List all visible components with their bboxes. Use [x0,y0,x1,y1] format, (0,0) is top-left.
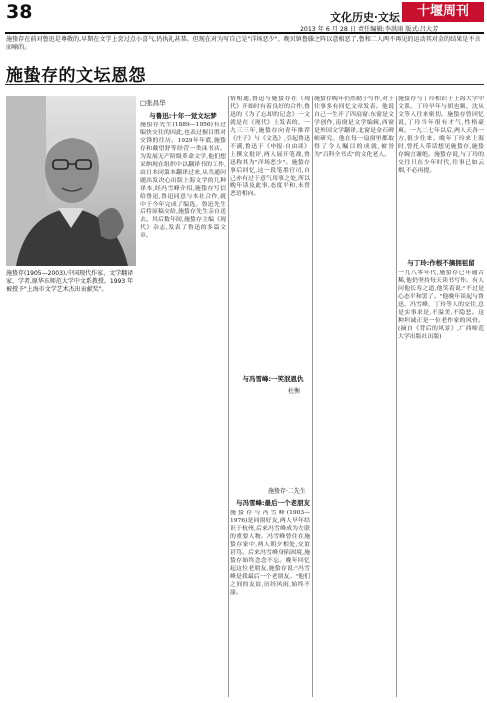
body-column-6: 一九八零年代,施蛰存已年逾古稀,他仍坚持每天读书写作。有人问他长寿之道,他笑着说:"不过是心态平和罢了。"他晚年谈起与鲁迅、冯雪峰、丁玲等人的交往,总是实事求是,不溢美,不隐恶。这种坦诚正是一位老作家的风骨。(摘自《背后的风景》,广西师范大学出版社出版) [398,270,484,340]
body-column-3: 施蛰存与冯雪峰(1903—1976)是同窗好友,两人早年结识于杭州,后来冯雪峰成为左联的重要人物。冯雪峰曾住在施蛰存家中,两人朝夕相处,交谊甚笃。后来冯雪峰身陷困境,施蛰存始终念念不忘。晚年回忆起这位老朋友,施蛰存说:"冯雪峰是我最后一个老朋友。"他们之间的友谊,历经风雨,始终不渝。 [230,510,310,596]
article-headline: 施蛰存的文坛恩怨 [6,66,146,86]
section-badge: 十堰周刊 [402,2,484,22]
portrait-illustration [6,96,136,266]
photo-caption: 施蛰存(1905—2003),中国现代作家、文学翻译家、学者,原华东师范大学中文系教授。1993 年被授予"上海市文学艺术杰出贡献奖"。 [6,270,134,293]
article-lead: 施蛰存在前对鲁迅是尊敬的,早期在文学上尝过点小喜气,仍执礼甚恭。但现在对为写自己是"洋场恶少"。晚贝镇鲁滕之阵以意相恶了,鲁和二人两不再见的运动其对金的结果是不言而喻的。 [6,36,481,51]
body-column-4: 施蛰存晚年仍然勤于写作,对于往事多有回忆文章发表。他说自己一生开了四扇窗:东窗是文学创作,南窗是文学编辑,西窗是外国文学翻译,北窗是金石碑帖研究。他在每一扇窗里都取得了令人瞩目的成就,被誉为"百科全书式"的文化老人。 [314,96,394,158]
subheading-lu-xun: 与鲁迅:十年一觉文坛梦 [149,112,217,120]
column-divider [228,96,229,697]
subheading-feng-xuefeng-2: 与冯雪峰:最后一个老朋友 [235,499,311,507]
section-title: 文化历史·文坛 [330,11,400,24]
author-portrait-photo [6,96,136,266]
headline-rule [5,84,484,85]
body-column-1: 施蛰存先生(1889—1956)有过编快交往的因此,也表过握目胜对交锋的往历。1929年年底,施蛰存和戴望舒等经营一类沫书店。为发展无产阶级革命文学,他们想采纳现在组织中以翻译书的工作,由日本同第本翻译过来,从共通问题出发决心出版上海文学的几种译本,经冯雪峰介绍,施蛰存写信给鲁迅,鲁迅同意与本社合作,就中于今年完成了编选。鲁迅先生后将原稿交给,施蛰存先生亲自送去。其后数年间,施蛰存主编《现代》杂志,发表了鲁迅的多篇文章。 [140,122,226,240]
column-divider [396,96,397,697]
header-rule [5,32,484,34]
article-author: □张昌华 [140,99,166,107]
column-divider [312,96,313,697]
body-column-5: 施蛰存与丁玲相识于上海大学中文系。丁玲早年与胡也频、沈从文等人往来密切。施蛰存曾回忆说,丁玲当年很有才气,性格豪爽。一九二七年以后,两人天各一方,很少往来。晚年丁玲来上海时,曾托人带话想见施蛰存,施蛰存婉言谢绝。施蛰存说,与丁玲的交往只在少年时代,往事已如云烟,不必再提。 [398,96,484,174]
dateline: 2013 年 6 月 28 日 责任编辑:李洪雨 版式:吕大芳 [300,26,439,33]
signature-1: 杜衡 [288,388,301,395]
subheading-ding-ling: 与丁玲:作根不摘拥祖留 [407,259,475,267]
subheading-feng-xuefeng-1: 与冯雪峰:一笑泯恩仇 [242,375,304,383]
signature-2: 施蛰存·二先生 [268,488,306,495]
page-number: 38 [6,1,33,23]
body-column-2: 情相通,鲁迅与施蛰存在《现代》开始时有着良好的合作,鲁迅的《为了忘却的记念》一文就是在《现代》上发表的。一九三三年,施蛰存向青年推荐《庄子》与《文选》,引起鲁迅不满,鲁迅于《申报·自由谈》上撰文批评,两人展开笔战,鲁迅称其为"洋场恶少"。施蛰存事后回忆,这一段笔墨官司,自己亦有过于意气用事之处,所以晚年谈及此事,态度平和,未曾恶语相向。 [230,96,310,198]
